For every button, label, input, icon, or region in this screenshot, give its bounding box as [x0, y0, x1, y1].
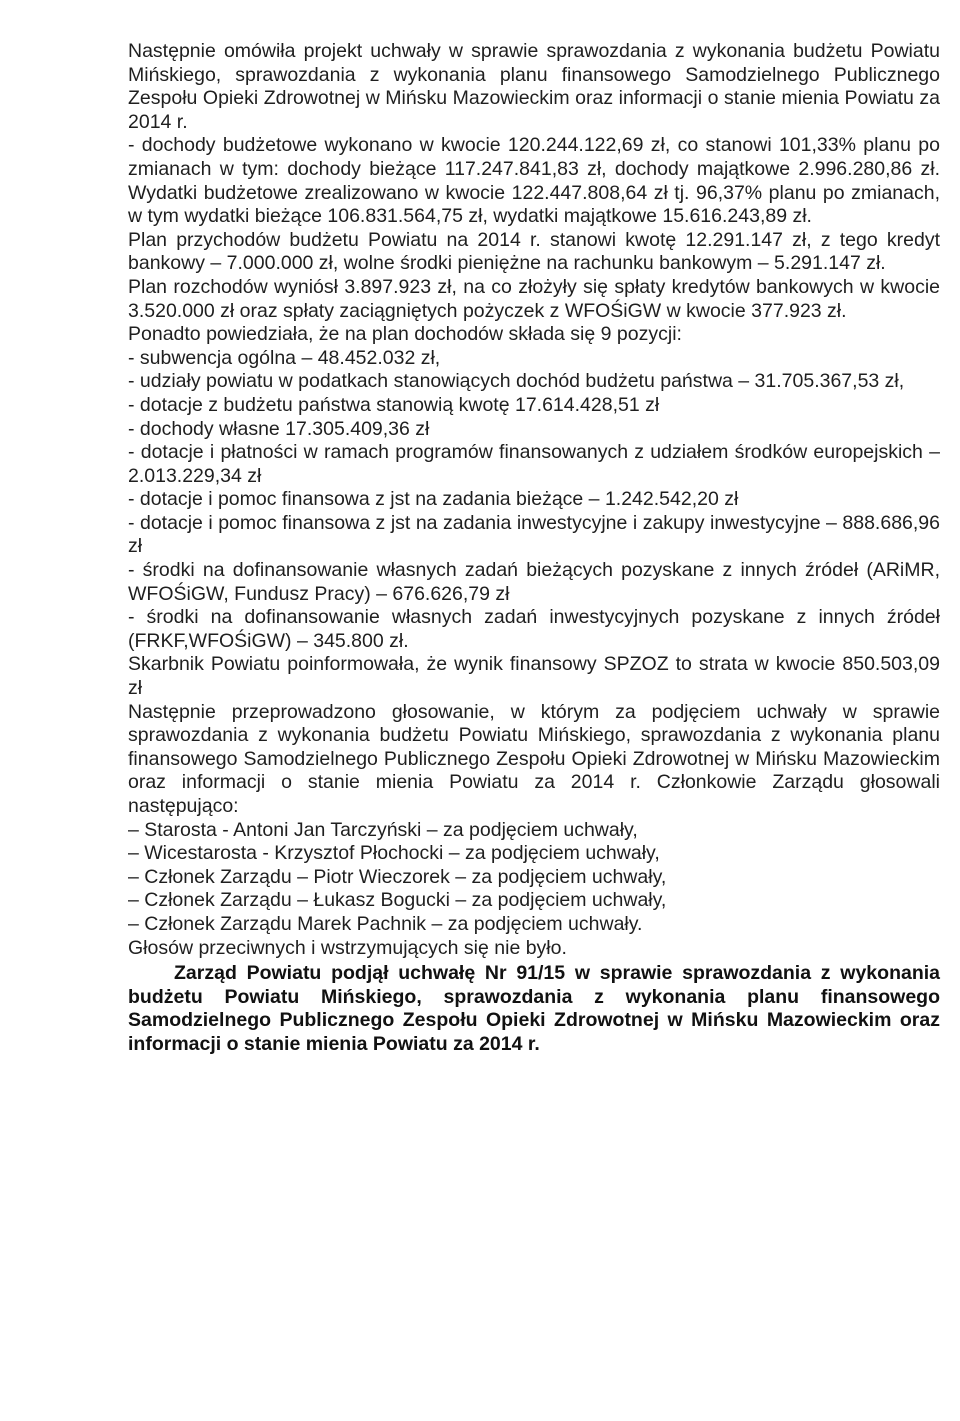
list-item-vote: – Starosta - Antoni Jan Tarczyński – za podjęciem uchwały,	[128, 818, 638, 841]
list-item-income: - dotacje i pomoc finansowa z jst na zadania bieżące – 1.242.542,20 zł	[128, 488, 739, 511]
resolution-statement: Zarząd Powiatu podjął uchwałę Nr 91/15 w sprawie sprawozdania z wykonania budżetu Powiatu Mińskiego, sprawozdania z wykonania planu finansowego Samodzielnego Publicznego Zespołu Opieki Zdrowotnej w Mińsku Mazowieckim oraz informacji o stanie mienia Powiatu za 2014 r.	[128, 962, 940, 1055]
paragraph-vote-intro: Następnie przeprowadzono głosowanie, w którym za podjęciem uchwały w sprawie sprawozdania z wykonania budżetu Powiatu Mińskiego, sprawozdania z wykonania planu finansowego Samodzielnego Publicznego Zespołu Opieki Zdrowotnej w Mińsku Mazowieckim oraz informacji o stanie mienia Powiatu za 2014 r. Członkowie Zarządu głosowali następująco:	[128, 700, 940, 817]
list-item-income: - środki na dofinansowanie własnych zadań bieżących pozyskane z innych źródeł (ARiMR, WFOŚiGW, Fundusz Pracy) – 676.626,79 zł	[128, 559, 940, 605]
paragraph-revenue-plan: Plan przychodów budżetu Powiatu na 2014 r. stanowi kwotę 12.291.147 zł, z tego kredyt bankowy – 7.000.000 zł, wolne środki pieniężne na rachunku bankowym – 5.291.147 zł.	[128, 228, 940, 275]
list-item-vote: – Członek Zarządu – Łukasz Bogucki – za podjęciem uchwały,	[128, 889, 667, 912]
paragraph-intro: Następnie omówiła projekt uchwały w sprawie sprawozdania z wykonania budżetu Powiatu Mińskiego, sprawozdania z wykonania planu finansowego Samodzielnego Publicznego Zespołu Opieki Zdrowotnej w Mińsku Mazowieckim oraz informacji o stanie mienia Powiatu za 2014 r.	[128, 40, 940, 133]
paragraph-income-items-intro: Ponadto powiedziała, że na plan dochodów składa się 9 pozycji:	[128, 323, 682, 346]
list-item-vote: – Wicestarosta - Krzysztof Płochocki – za podjęciem uchwały,	[128, 842, 660, 865]
paragraph-treasurer-info: Skarbnik Powiatu poinformowała, że wynik finansowy SPZOZ to strata w kwocie 850.503,09 zł	[128, 653, 940, 700]
list-item-income: - udziały powiatu w podatkach stanowiących dochód budżetu państwa – 31.705.367,53 zł,	[128, 370, 905, 393]
list-item-income: - dotacje i płatności w ramach programów finansowanych z udziałem środków europejskich – 2.013.229,34 zł	[128, 441, 940, 487]
document-page	[128, 40, 940, 1057]
list-item-income: - środki na dofinansowanie własnych zadań inwestycyjnych pozyskane z innych źródeł (FRKF,WFOŚiGW) – 345.800 zł.	[128, 606, 940, 652]
list-item-income: - dochody własne 17.305.409,36 zł	[128, 417, 430, 440]
list-item-income: - subwencja ogólna – 48.452.032 zł,	[128, 346, 441, 369]
paragraph-expenditure-plan: Plan rozchodów wyniósł 3.897.923 zł, na co złożyły się spłaty kredytów bankowych w kwocie 3.520.000 zł oraz spłaty zaciągniętych pożyczek z WFOŚiGW w kwocie 377.923 zł.	[128, 275, 940, 322]
paragraph-budget-execution: - dochody budżetowe wykonano w kwocie 120.244.122,69 zł, co stanowi 101,33% planu po zmianach w tym: dochody bieżące 117.247.841,83 zł, dochody majątkowe 2.996.280,86 zł. Wydatki budżetowe zrealizowano w kwocie 122.447.808,64 zł tj. 96,37% planu po zmianach, w tym wydatki bieżące 106.831.564,75 zł, wydatki majątkowe 15.616.243,89 zł.	[128, 134, 940, 228]
list-item-vote: – Członek Zarządu – Piotr Wieczorek – za podjęciem uchwały,	[128, 865, 667, 888]
list-item-income: - dotacje i pomoc finansowa z jst na zadania inwestycyjne i zakupy inwestycyjne – 888.686,96 zł	[128, 511, 940, 558]
list-item-vote: – Członek Zarządu Marek Pachnik – za podjęciem uchwały.	[128, 912, 643, 935]
paragraph-vote-summary: Głosów przeciwnych i wstrzymujących się nie było.	[128, 936, 567, 959]
list-item-income: - dotacje z budżetu państwa stanowią kwotę 17.614.428,51 zł	[128, 393, 660, 416]
